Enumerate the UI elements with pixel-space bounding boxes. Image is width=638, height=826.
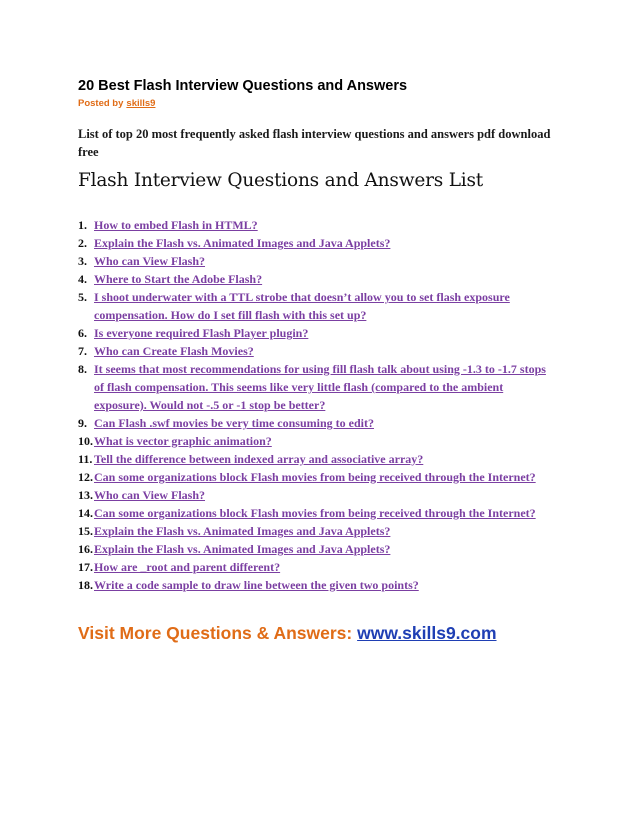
footer-label: Visit More Questions & Answers: [78, 623, 353, 643]
question-number: 15. [78, 524, 93, 538]
question-link[interactable]: Can some organizations block Flash movies from being received through the Internet? [94, 506, 536, 520]
question-number: 6. [78, 326, 87, 340]
question-item [78, 450, 558, 468]
question-item [78, 558, 558, 576]
question-item [78, 504, 558, 522]
question-link[interactable]: Can some organizations block Flash movies from being received through the Internet? [94, 470, 536, 484]
question-link[interactable]: How to embed Flash in HTML? [94, 218, 258, 232]
question-item [78, 468, 558, 486]
intro-text: List of top 20 most frequently asked flash interview questions and answers pdf download free [78, 127, 551, 159]
posted-by-line [78, 98, 155, 109]
question-item [78, 522, 558, 540]
question-link[interactable]: Who can Create Flash Movies? [94, 344, 254, 358]
question-number: 14. [78, 506, 93, 520]
question-item [78, 414, 558, 432]
question-item [78, 270, 558, 288]
questions-list [78, 216, 558, 594]
question-number: 4. [78, 272, 87, 286]
question-link[interactable]: Is everyone required Flash Player plugin? [94, 326, 309, 340]
question-link[interactable]: Explain the Flash vs. Animated Images and Java Applets? [94, 236, 391, 250]
question-item [78, 540, 558, 558]
section-heading: Flash Interview Questions and Answers List [78, 170, 484, 191]
question-link[interactable]: I shoot underwater with a TTL strobe that doesn’t allow you to set flash exposure compensation. How do I set fill flash with this set up? [94, 290, 510, 322]
question-number: 10. [78, 434, 93, 448]
question-number: 3. [78, 254, 87, 268]
question-link[interactable]: Tell the difference between indexed array and associative array? [94, 452, 424, 466]
question-item [78, 216, 558, 234]
question-link[interactable]: Can Flash .swf movies be very time consuming to edit? [94, 416, 374, 430]
question-number: 16. [78, 542, 93, 556]
question-item [78, 432, 558, 450]
posted-by-label: Posted by [78, 98, 124, 109]
question-item [78, 576, 558, 594]
question-number: 11. [78, 452, 93, 466]
question-number: 8. [78, 362, 87, 376]
footer-link[interactable]: www.skills9.com [357, 623, 497, 643]
question-number: 7. [78, 344, 87, 358]
question-number: 5. [78, 290, 87, 304]
question-number: 12. [78, 470, 93, 484]
question-link[interactable]: Explain the Flash vs. Animated Images and Java Applets? [94, 542, 391, 556]
question-link[interactable]: Who can View Flash? [94, 254, 206, 268]
question-number: 1. [78, 218, 87, 232]
author-link[interactable]: skills9 [126, 98, 156, 109]
question-link[interactable]: Who can View Flash? [94, 488, 206, 502]
question-link[interactable]: What is vector graphic animation? [94, 434, 272, 448]
footer-cta [78, 623, 497, 644]
question-item [78, 324, 558, 342]
question-link[interactable]: Write a code sample to draw line between the given two points? [94, 578, 419, 592]
question-number: 13. [78, 488, 93, 502]
question-link[interactable]: It seems that most recommendations for using fill flash talk about using -1.3 to -1.7 stops of flash compensation. This seems like very little flash (compared to the ambient exposure). Would not -.5 or -1 stop be better? [94, 362, 546, 412]
question-link[interactable]: Explain the Flash vs. Animated Images and Java Applets? [94, 524, 391, 538]
question-link[interactable]: Where to Start the Adobe Flash? [94, 272, 263, 286]
question-item [78, 342, 558, 360]
question-item [78, 252, 558, 270]
question-number: 17. [78, 560, 93, 574]
question-item [78, 288, 558, 324]
question-number: 2. [78, 236, 87, 250]
question-item [78, 486, 558, 504]
question-item [78, 360, 558, 414]
page-title: 20 Best Flash Interview Questions and Answers [78, 78, 408, 94]
question-number: 9. [78, 416, 87, 430]
question-number: 18. [78, 578, 93, 592]
question-item [78, 234, 558, 252]
question-link[interactable]: How are _root and parent different? [94, 560, 281, 574]
